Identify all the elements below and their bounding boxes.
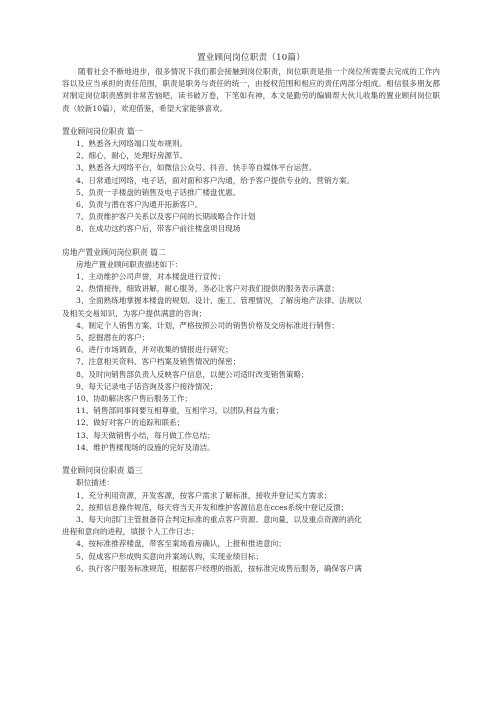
list-item: 2、细心，耐心，处理好房源节。	[76, 151, 188, 161]
section-3-title: 置业顾问岗位职责 篇三	[62, 466, 143, 476]
list-item: 8、在成功这约客户后，带客户前往楼盘项目现场	[76, 224, 241, 234]
list-item: 14、维护售楼现场的设施的完好及清洁。	[76, 442, 215, 452]
section-2-subtitle: 房地产置业顾问职责描述如下：	[76, 259, 183, 269]
list-item: 11、销售部同事间要互相尊重，互相学习，以团队利益为重；	[76, 406, 284, 416]
spacer	[62, 454, 440, 465]
list-item: 7、注意相关资料、客户档案及销售情况的保密；	[76, 357, 241, 367]
list-item: 10、协助解决客户售后服务工作；	[76, 394, 192, 404]
section-3-subtitle: 职位描述：	[76, 478, 114, 488]
list-item: 6、执行客户服务标准规范，根据客户经理的指派，按标准完成售后服务，确保客户满	[76, 563, 362, 573]
list-item: 6、负责与潜在客户沟通开拓新客户。	[76, 200, 203, 210]
list-item-continuation: 及相关交易知识，为客户提供满意的咨询；	[62, 308, 207, 318]
list-item: 13、每天做销售小结，每月做工作总结；	[76, 430, 215, 440]
section-1-title: 置业顾问岗位职责 篇一	[62, 126, 143, 136]
list-item: 3、熟悉各大网络平台，如微信公众号、抖音、快手等自媒体平台运营。	[76, 163, 317, 173]
list-item: 1、充分利用资源，开发客源，按客户需求了解标准，接收并登记买方需求；	[76, 490, 332, 500]
spacer	[62, 236, 440, 247]
list-item: 7、负责维护客户关系以及客户间的长期战略合作计划	[76, 212, 256, 222]
list-item: 1、熟悉各大网络端口发布规则。	[76, 139, 188, 149]
list-item: 8、及时向销售部负责人反映客户信息，以便公司适时改变销售策略；	[76, 369, 309, 379]
list-item: 1、主动维护公司声誉，对本楼盘进行宣传；	[76, 272, 226, 282]
list-item: 5、促成客户形成购买意向并案场认购，实现业绩目标；	[76, 551, 264, 561]
section-2-title: 房地产置业顾问岗位职责 篇二	[62, 247, 166, 257]
list-item: 4、制定个人销售方案、计划，严格按照公司的销售价格及交房标准进行销售；	[76, 320, 340, 330]
list-item: 2、热情接待，细致讲解，耐心服务，务必让客户对我们提供的服务表示满意；	[76, 284, 340, 294]
list-item: 5、挖掘潜在的客户；	[76, 333, 150, 343]
list-item: 6、进行市场调查，并对收集的情报进行研究；	[76, 345, 233, 355]
list-item-continuation: 进程和意向的进程，填报个人工作日志；	[62, 527, 199, 537]
list-item: 4、日常通过网络，电子话，面对面和客户沟通，给予客户提供专业的。营销方案。	[76, 175, 355, 185]
list-item: 5、负责一手楼盘的销售及电子话推广楼盘优惠。	[76, 187, 241, 197]
list-item: 3、每天向部门主管报备符合判定标准的重点客户资源、意向量，以及重点资源的消化	[76, 514, 362, 524]
list-item: 9、每天记录电子话咨询及客户接待情况；	[76, 381, 218, 391]
list-item: 4、按标准推荐楼盘，带客至案场看房确认，上报和推进意向；	[76, 539, 286, 549]
list-item: 3、全面熟练地掌握本楼盘的规划、设计、施工、管理情况，了解房地产法律、法规以	[76, 296, 362, 306]
list-item: 12、做好对客户的追踪和联系；	[76, 418, 185, 428]
list-item: 2、按照信息操作规范，每天将当天开发和维护客源信息在cces系统中登记反馈；	[76, 502, 349, 512]
spacer	[62, 115, 440, 126]
document-title: 置业顾问岗位职责（10篇）	[196, 53, 306, 63]
intro-paragraph: 随着社会不断地进步，很多情况下我们都会接触到岗位职责，岗位职责是指一个岗位所需要去完成的工作内容以及应当承担的责任范围，职责是职务与责任的统一，由授权范围和相应的责任两部分组成。相信很多朋友都对制定岗位职责感到非常苦恼吧，读书破万卷，下笔如有神，本文是勤劳的编辑帮大伙儿收集的置业顾问岗位职责（较新10篇），欢迎借鉴，希望大家能够喜欢。	[62, 67, 440, 113]
